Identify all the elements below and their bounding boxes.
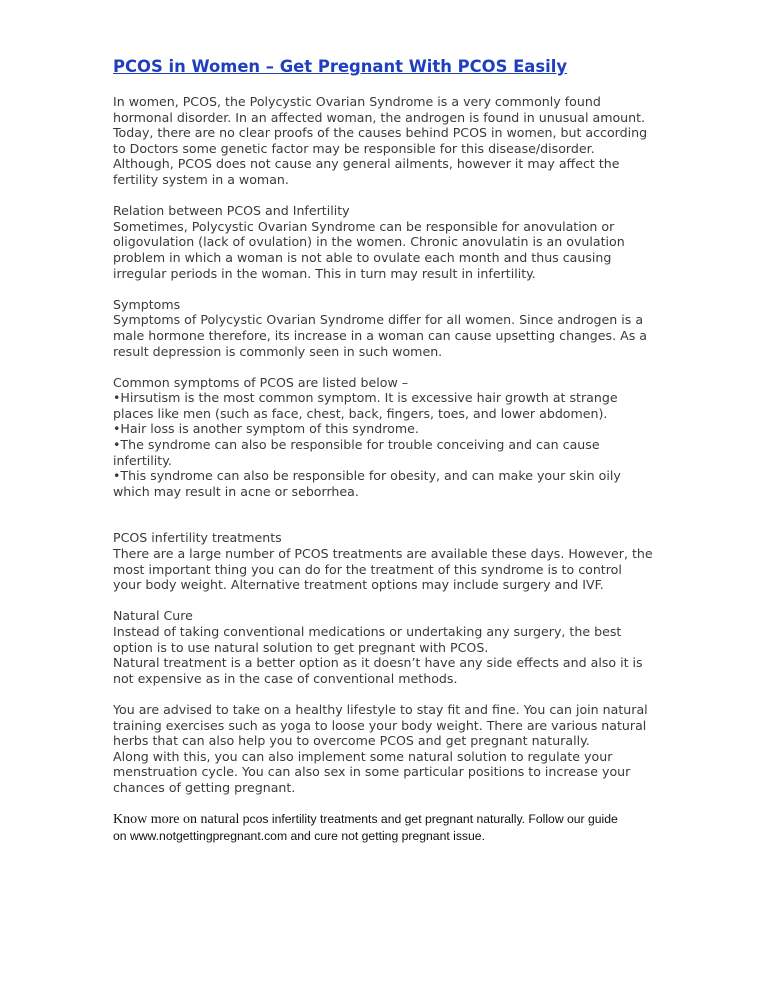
advice-line: training exercises such as yoga to loose your body weight. There are various natural bbox=[113, 717, 647, 733]
footer-line-2: on www.notgettingpregnant.com and cure not getting pregnant issue. bbox=[113, 829, 485, 844]
intro-line: fertility system in a woman. bbox=[113, 171, 289, 187]
document-title[interactable]: PCOS in Women – Get Pregnant With PCOS Easily bbox=[113, 57, 568, 76]
intro-line: to Doctors some genetic factor may be responsible for this disease/disorder. bbox=[113, 140, 595, 156]
symptoms-line: male hormone therefore, its increase in a woman can cause upsetting changes. As a bbox=[113, 327, 647, 343]
list-item: infertility. bbox=[113, 452, 172, 468]
relation-line: problem in which a woman is not able to ovulate each month and thus causing bbox=[113, 249, 612, 265]
intro-paragraph bbox=[113, 94, 661, 188]
symptoms-heading: Symptoms bbox=[113, 296, 181, 312]
intro-line: Although, PCOS does not cause any general ailments, however it may affect the bbox=[113, 156, 620, 172]
symptoms-section bbox=[113, 297, 661, 359]
advice-line: menstruation cycle. You can also sex in some particular positions to increase your bbox=[113, 764, 631, 780]
advice-line: You are advised to take on a healthy lifestyle to stay fit and fine. You can join natural bbox=[113, 701, 648, 717]
footer-line bbox=[113, 811, 661, 828]
advice-section bbox=[113, 702, 661, 796]
list-item: which may result in acne or seborrhea. bbox=[113, 483, 359, 499]
treatments-section bbox=[113, 530, 661, 592]
natural-cure-line: not expensive as in the case of conventional methods. bbox=[113, 670, 458, 686]
natural-cure-line: Instead of taking conventional medications or undertaking any surgery, the best bbox=[113, 624, 622, 639]
list-item: •Hair loss is another symptom of this syndrome. bbox=[113, 421, 419, 437]
common-symptoms-list bbox=[113, 375, 661, 500]
treatments-heading: PCOS infertility treatments bbox=[113, 530, 282, 546]
intro-line: hormonal disorder. In an affected woman, the androgen is found in unusual amount. bbox=[113, 109, 646, 125]
symptoms-line: Symptoms of Polycystic Ovarian Syndrome differ for all women. Since androgen is a bbox=[113, 312, 644, 328]
intro-line: In women, PCOS, the Polycystic Ovarian Syndrome is a very commonly found bbox=[113, 94, 601, 109]
advice-line: chances of getting pregnant. bbox=[113, 779, 296, 795]
advice-line: Along with this, you can also implement some natural solution to regulate your bbox=[113, 748, 613, 764]
footer-lead: Know more on natural bbox=[113, 812, 240, 828]
natural-cure-heading: Natural Cure bbox=[113, 608, 193, 624]
treatments-line: There are a large number of PCOS treatments are available these days. However, the bbox=[113, 546, 653, 562]
natural-cure-section bbox=[113, 608, 661, 686]
relation-line: Sometimes, Polycystic Ovarian Syndrome can be responsible for anovulation or bbox=[113, 218, 615, 234]
footer-rest: pcos infertility treatments and get pregnant naturally. Follow our guide bbox=[239, 812, 618, 827]
treatments-line: your body weight. Alternative treatment options may include surgery and IVF. bbox=[113, 577, 604, 593]
list-item: •The syndrome can also be responsible for trouble conceiving and can cause bbox=[113, 437, 600, 453]
natural-cure-line: option is to use natural solution to get pregnant with PCOS. bbox=[113, 639, 489, 655]
list-item: •This syndrome can also be responsible for obesity, and can make your skin oily bbox=[113, 468, 621, 484]
intro-line: Today, there are no clear proofs of the causes behind PCOS in women, but according bbox=[113, 125, 648, 141]
relation-section bbox=[113, 203, 661, 281]
list-item: places like men (such as face, chest, back, fingers, toes, and lower abdomen). bbox=[113, 405, 608, 421]
advice-line: herbs that can also help you to overcome PCOS and get pregnant naturally. bbox=[113, 733, 590, 749]
footer-note bbox=[113, 811, 661, 844]
document-page bbox=[113, 56, 661, 844]
treatments-line: most important thing you can do for the treatment of this syndrome is to control bbox=[113, 561, 622, 577]
relation-line: irregular periods in the woman. This in turn may result in infertility. bbox=[113, 265, 536, 281]
natural-cure-line: Natural treatment is a better option as it doesn’t have any side effects and also it is bbox=[113, 655, 643, 671]
relation-line: oligovulation (lack of ovulation) in the women. Chronic anovulatin is an ovulation bbox=[113, 234, 625, 250]
relation-heading: Relation between PCOS and Infertility bbox=[113, 203, 350, 219]
symptoms-line: result depression is commonly seen in such women. bbox=[113, 343, 443, 359]
list-item: •Hirsutism is the most common symptom. It is excessive hair growth at strange bbox=[113, 390, 618, 406]
common-symptoms-heading: Common symptoms of PCOS are listed below – bbox=[113, 374, 409, 390]
